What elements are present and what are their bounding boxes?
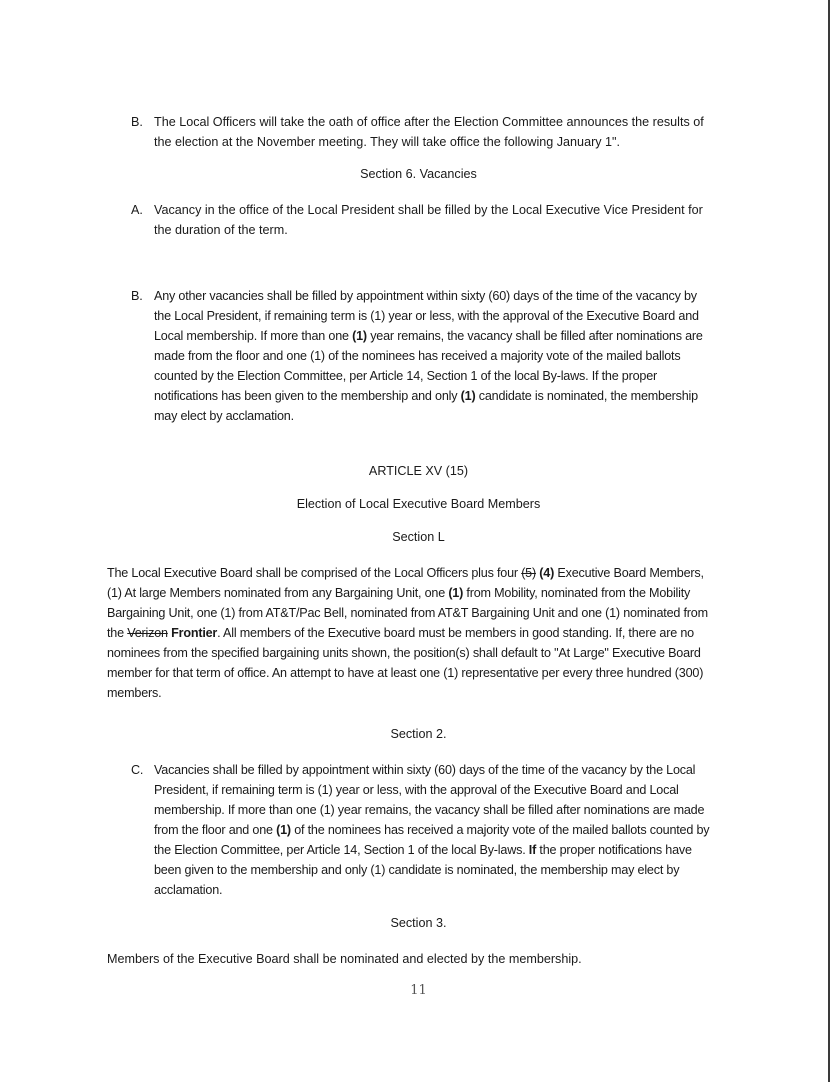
list-label: C. <box>131 763 144 777</box>
paragraph-other-vacancies <box>131 286 716 426</box>
text-run: the proper notifications have been given to the membership and only (1) candidate is nominated, the membership may elect by acclamation. <box>154 843 692 897</box>
struck-text: (5) <box>521 566 536 580</box>
text-run: . All members of the Executive board must be members in good standing. If, there are no nominees from the specified bargaining units shown, the position(s) shall default to "At Large" Executive Board member for that term of office. An attempt to have at least one (1) representative per every three hundred (300) members. <box>107 626 704 700</box>
paragraph-officers-oath <box>131 112 716 152</box>
paragraph-board-election <box>107 949 719 969</box>
bold-text: Frontier <box>171 626 218 640</box>
struck-text: Verizon <box>127 626 168 640</box>
text-run: from Mobility, nominated from the Mobility Bargaining Unit, one (1) from AT&T/Pac Bell, nominated from AT&T Bargaining Unit and one (1) nominated from the <box>107 586 708 640</box>
paragraph-text: Vacancy in the office of the Local President shall be filled by the Local Executive Vice President for the duration of the term. <box>154 203 703 237</box>
bold-text: (4) <box>539 566 555 580</box>
section-2-heading: Section 2. <box>390 727 447 741</box>
text-run: Executive Board Members, (1) At large Members nominated from any Bargaining Unit, one <box>107 566 704 600</box>
text-run: Vacancies shall be filled by appointment within sixty (60) days of the time of the vacancy by the Local President, if remaining term is (1) year or less, with the approval of the Executive Board and Local membership. If more than one (1) year remains, the vacancy shall be filled after nominations are made from the floor and one <box>154 763 705 837</box>
list-label: A. <box>131 203 143 217</box>
text-run: candidate is nominated, the membership may elect by acclamation. <box>154 389 698 423</box>
paragraph-vacancy-president <box>131 200 716 240</box>
page-edge-border <box>828 0 830 1082</box>
list-label: B. <box>131 289 143 303</box>
paragraph-board-vacancies <box>131 760 716 900</box>
bold-text: (1) <box>460 389 476 403</box>
bold-text: If <box>528 843 537 857</box>
bold-text: (1) <box>448 586 464 600</box>
article-15-title: Election of Local Executive Board Members <box>296 497 541 511</box>
bold-text: (1) <box>276 823 291 837</box>
section-1-heading: Section L <box>392 530 445 544</box>
section-6-heading: Section 6. Vacancies <box>360 167 477 181</box>
page-number: 11 <box>410 983 427 998</box>
section-3-heading: Section 3. <box>390 916 447 930</box>
text-run: year remains, the vacancy shall be filled after nominations are made from the floor and one (1) of the nominees has received a majority vote of the mailed ballots counted by the Election Committee, per Article 14, Section 1 of the local By-laws. If the proper notifications has been given to the membership and only <box>154 329 703 403</box>
paragraph-text: The Local Officers will take the oath of office after the Election Committee announces the results of the election at the November meeting. They will take office the following January 1". <box>154 115 704 149</box>
paragraph-board-composition <box>107 563 719 703</box>
bold-text: (1) <box>352 329 367 343</box>
paragraph-text: Members of the Executive Board shall be nominated and elected by the membership. <box>107 952 582 966</box>
text-run: The Local Executive Board shall be comprised of the Local Officers plus four <box>107 566 522 580</box>
article-15-heading: ARTICLE XV (15) <box>368 464 469 478</box>
text-run: of the nominees has received a majority vote of the mailed ballots counted by the Election Committee, per Article 14, Section 1 of the local By-laws. <box>154 823 710 857</box>
list-label: B. <box>131 115 143 129</box>
text-run: Any other vacancies shall be filled by appointment within sixty (60) days of the time of the vacancy by the Local President, if remaining term is (1) year or less, with the approval of the Executive Board and Local membership. If more than one <box>154 289 699 343</box>
